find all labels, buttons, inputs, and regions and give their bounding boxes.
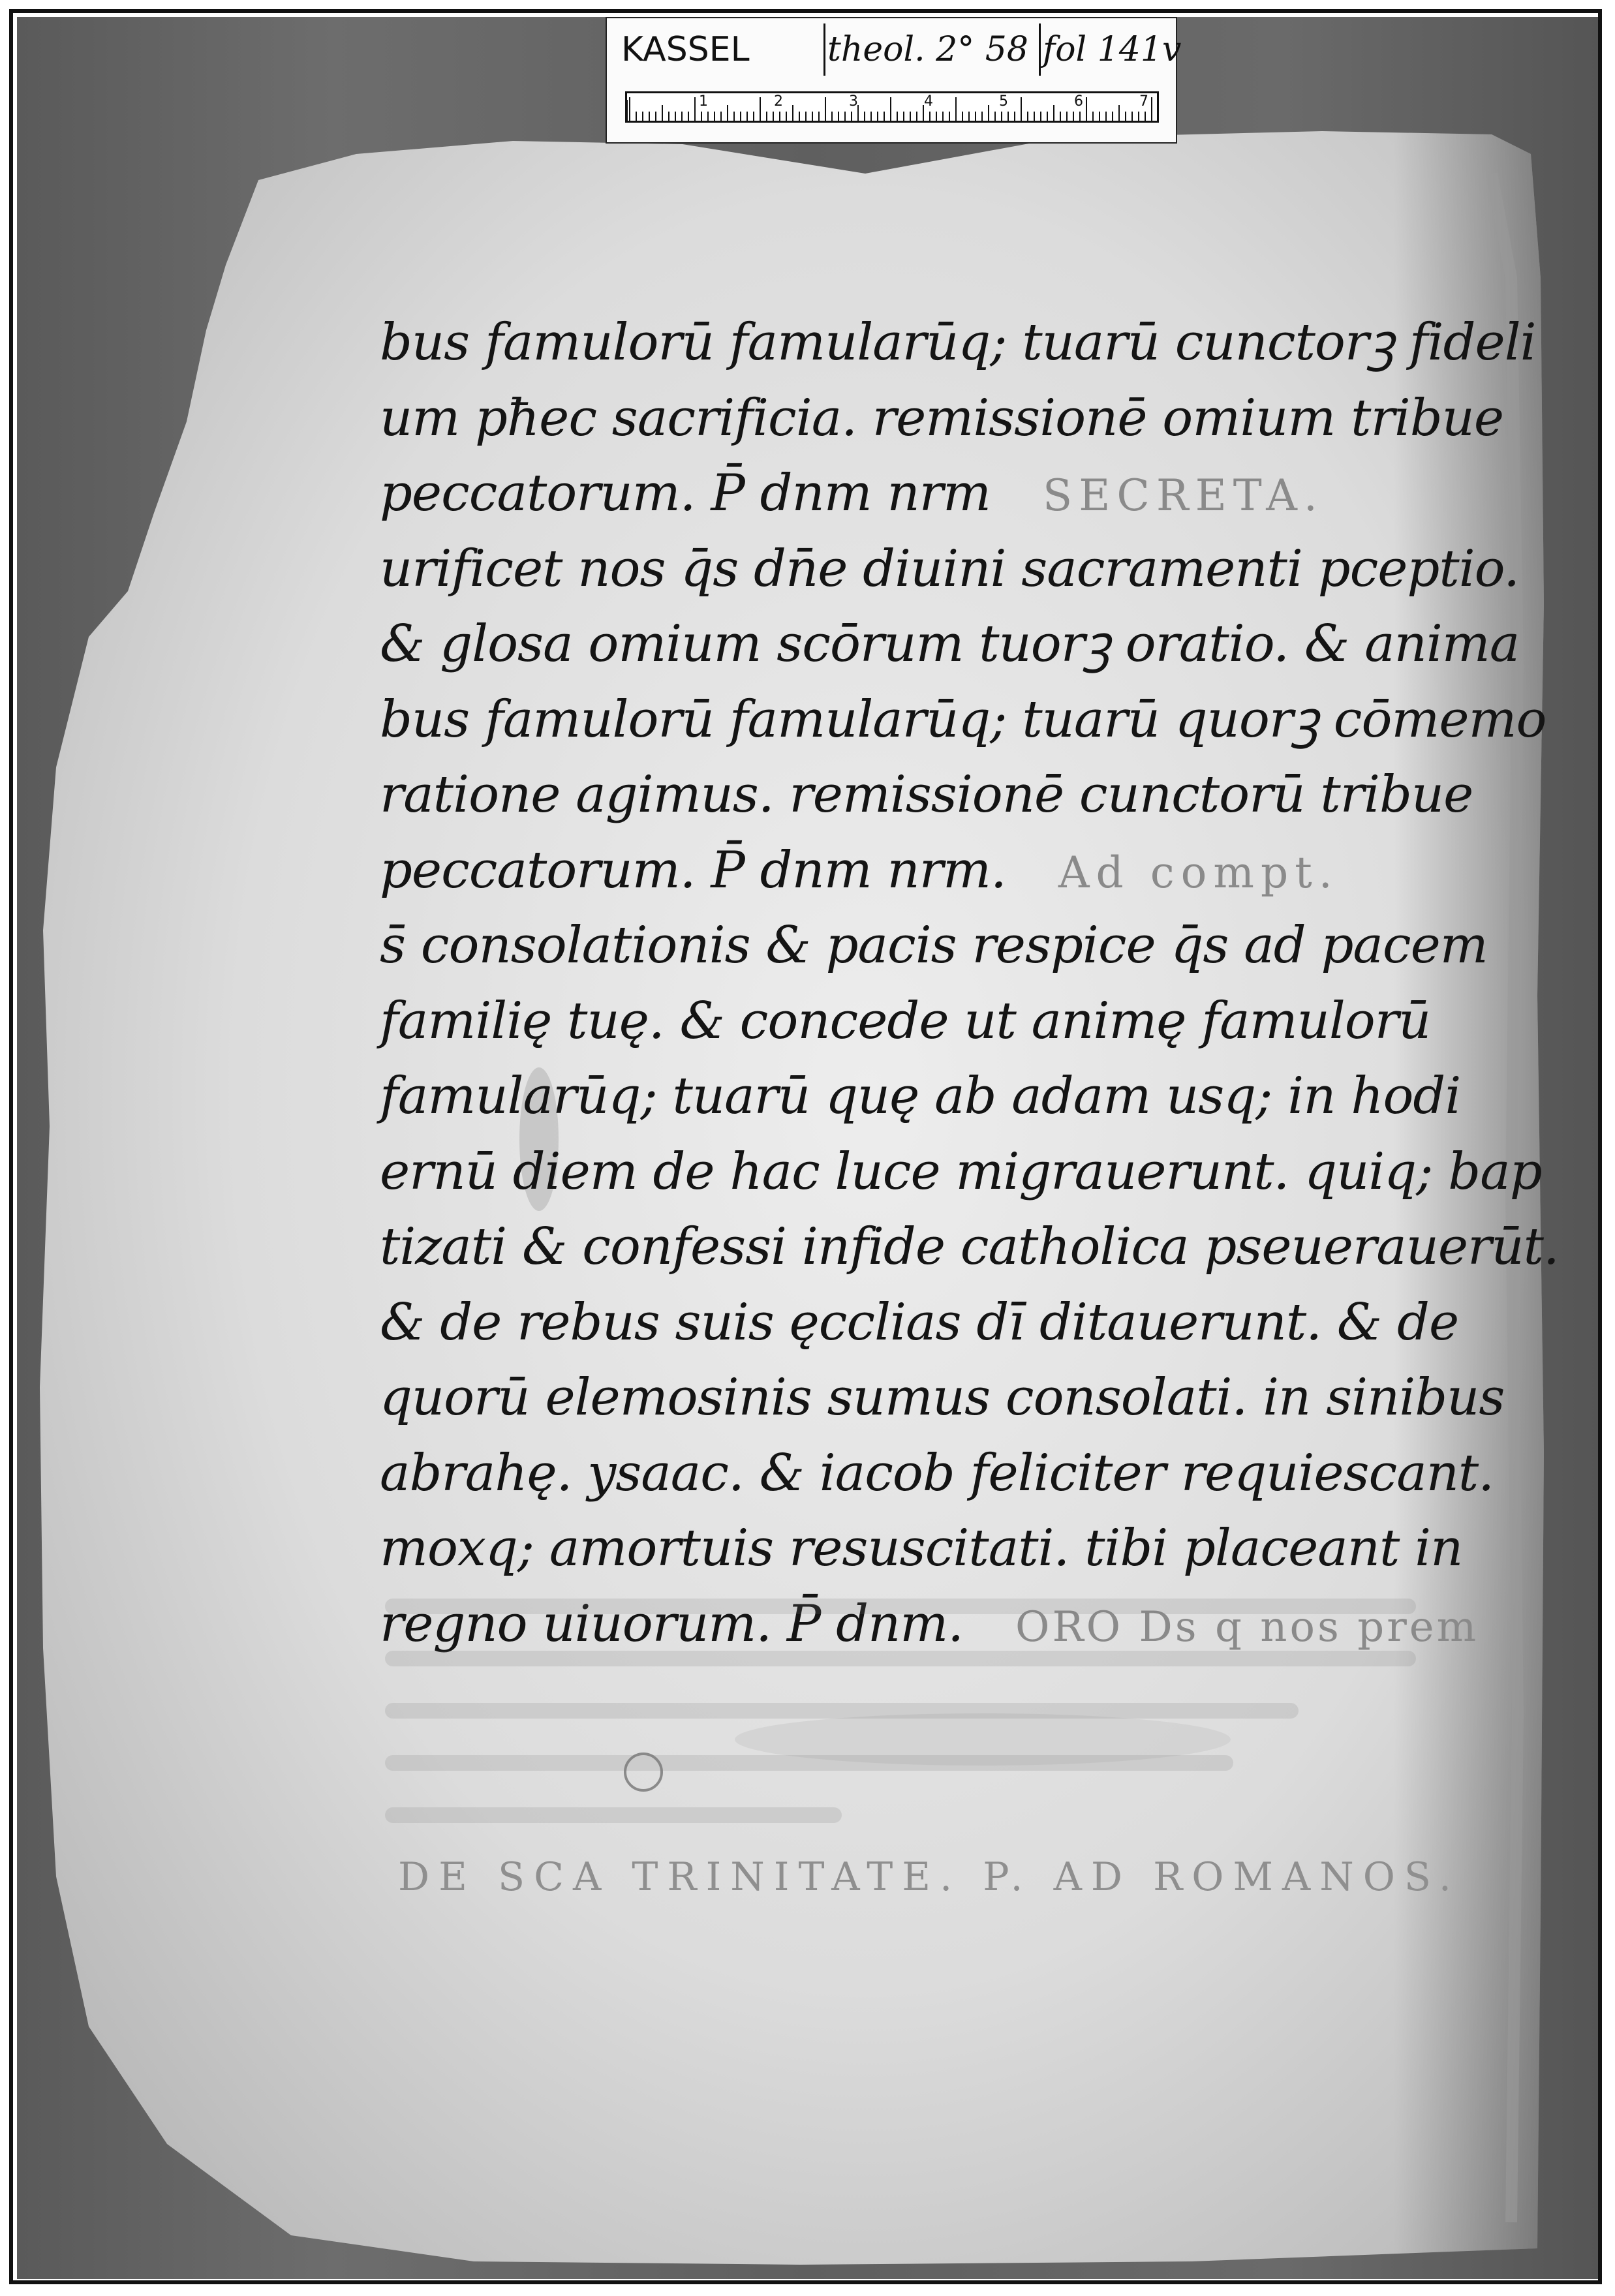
manuscript-line-text: s̄ consolationis & pacis respice q̄s ad pacem [380, 916, 1488, 975]
ruler-number: 3 [849, 93, 858, 110]
faded-text-line [385, 1651, 1416, 1666]
manuscript-line [380, 758, 1473, 833]
ruler-number: 2 [774, 93, 783, 110]
label-shelfmark: theol. 2° 58 [827, 30, 1028, 69]
faded-text-line [385, 1703, 1299, 1719]
label-folio: fol 141v [1043, 30, 1182, 69]
manuscript-line [380, 833, 1450, 909]
manuscript-line [380, 1210, 1559, 1285]
faded-text-line [385, 1599, 1416, 1614]
manuscript-line [380, 1285, 1459, 1361]
manuscript-line-text: moxq; amortuis resuscitati. tibi placeant in [380, 1519, 1463, 1578]
ruler-number: 6 [1074, 93, 1083, 110]
manuscript-line [380, 1436, 1494, 1512]
manuscript-line [380, 1360, 1505, 1436]
ruler-number: 1 [699, 93, 708, 110]
faded-text-line [385, 1807, 842, 1823]
manuscript-line-text: ratione agimus. remissionē cunctorū tribue [380, 765, 1473, 824]
rubric-heading: SECRETA. [1043, 470, 1324, 521]
manuscript-line-text: abrahę. ysaac. & iacob feliciter requiescant. [380, 1443, 1494, 1503]
bottom-rubric-heading: DE SCA TRINITATE. P. AD ROMANOS. [398, 1854, 1460, 1900]
manuscript-line-text: ernū diem de hac luce migrauerunt. quiq; bap [380, 1142, 1542, 1201]
manuscript-line [380, 1059, 1461, 1135]
manuscript-line-text: peccatorum. P̄ dnm nrm. [380, 840, 1006, 900]
manuscript-line-text: regno uiuorum. P̄ dnm. [380, 1594, 964, 1653]
manuscript-line [380, 532, 1520, 607]
label-divider [1039, 23, 1041, 76]
manuscript-line-text: urificet nos q̄s dn̄e diuini sacramenti pceptio. [380, 539, 1520, 598]
ruler-number: 5 [999, 93, 1008, 110]
manuscript-line [380, 1135, 1542, 1210]
label-divider [823, 23, 825, 76]
ruler-number: 4 [924, 93, 933, 110]
manuscript-line-text: familię tuę. & concede ut animę famulorū [380, 991, 1431, 1050]
manuscript-line-text: famularūq; tuarū quę ab adam usq; in hodi [380, 1067, 1461, 1125]
faded-text-line [385, 1755, 1233, 1771]
rubric-heading: ORO Ds q nos prem [1015, 1602, 1479, 1651]
manuscript-line [380, 305, 1536, 381]
manuscript-line [380, 682, 1546, 758]
manuscript-line [380, 607, 1520, 682]
manuscript-line-text: & de rebus suis ęcclias dī ditauerunt. & de [380, 1293, 1459, 1352]
ruler-number: 7 [1139, 93, 1148, 110]
manuscript-line-text: peccatorum. P̄ dnm nrm [380, 464, 991, 523]
manuscript-line-text: quorū elemosinis sumus consolati. in sinibus [380, 1368, 1505, 1427]
manuscript-line-text: tizati & confessi infide catholica pseuerauerūt. [380, 1217, 1559, 1276]
archive-label-card [606, 17, 1182, 144]
manuscript-line-text: & glosa omium scōrum tuorꝫ oratio. & anima [380, 615, 1520, 673]
manuscript-line [380, 381, 1504, 457]
manuscript-text-block [380, 305, 1559, 1662]
label-city: KASSEL [621, 30, 750, 69]
manuscript-line-text: um pħec sacrificia. remissionē omium tribue [380, 388, 1504, 448]
scale-ruler [625, 91, 1159, 123]
manuscript-line-text: bus famulorū famularūq; tuarū quorꝫ cōmemo [380, 690, 1546, 749]
manuscript-line [380, 984, 1450, 1060]
manuscript-line-text: bus famulorū famularūq; tuarū cunctorꝫ fideli [380, 313, 1536, 372]
manuscript-line [380, 1511, 1463, 1587]
manuscript-line [380, 908, 1488, 984]
manuscript-line [380, 456, 1450, 532]
rubric-heading: Ad compt. [1058, 847, 1339, 898]
